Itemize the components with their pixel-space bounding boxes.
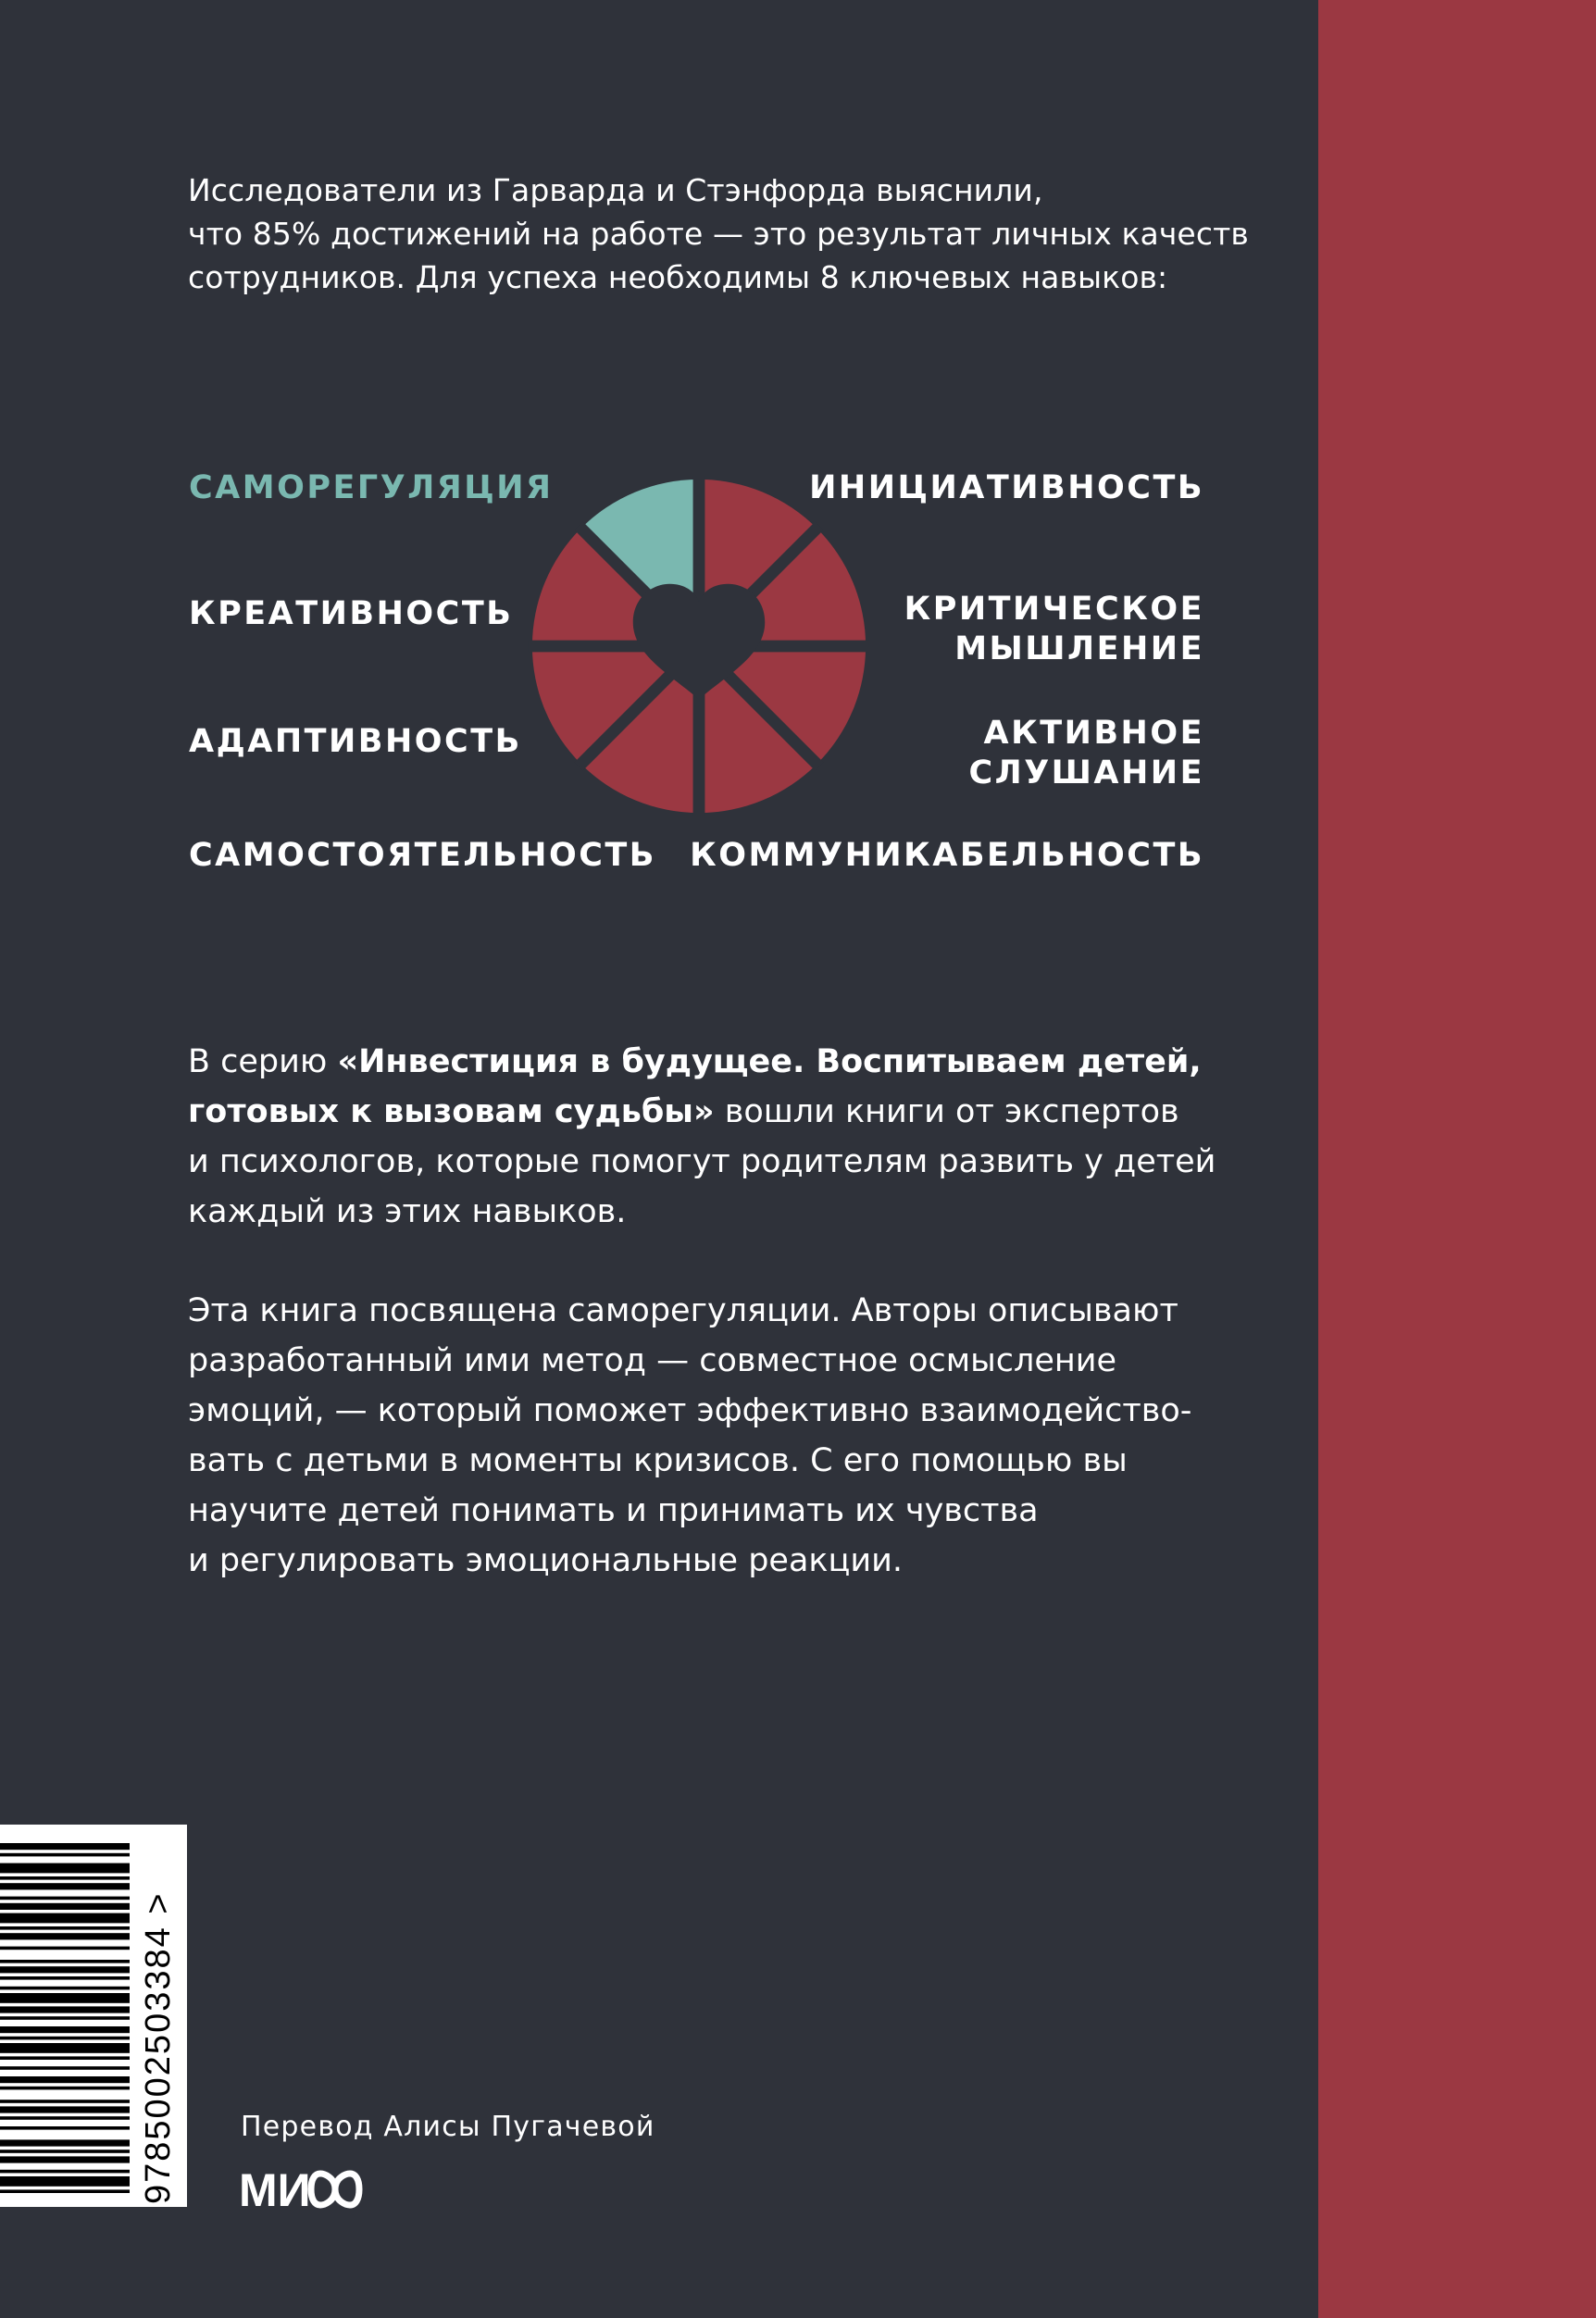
barcode-bar xyxy=(0,2076,130,2083)
barcode-bar xyxy=(0,1926,130,1930)
skill-label: КРИТИЧЕСКОЕ xyxy=(904,591,1204,628)
series-line xyxy=(188,1037,1253,1087)
isbn-barcode xyxy=(0,1825,187,2207)
series-post: вошли книги от экспертов xyxy=(714,1093,1179,1130)
intro-line: Исследователи из Гарварда и Стэнфорда выяснили, xyxy=(188,172,1043,208)
series-title: готовых к вызовам судьбы» xyxy=(188,1093,715,1130)
series-paragraph xyxy=(188,1037,1253,1237)
skill-communication xyxy=(690,836,1204,876)
barcode-bar xyxy=(0,1947,130,1950)
skill-label: КРЕАТИВНОСТЬ xyxy=(189,595,514,632)
series-pre: В серию xyxy=(188,1043,338,1080)
skill-label: МЫШЛЕНИЕ xyxy=(954,630,1204,667)
barcode-bar xyxy=(0,1976,130,1980)
book-paragraph xyxy=(188,1286,1253,1586)
translator-credit: Перевод Алисы Пугачевой xyxy=(241,2111,655,2143)
spine-stripe xyxy=(1318,0,1596,2318)
skill-label: АДАПТИВНОСТЬ xyxy=(189,723,522,760)
barcode-bar xyxy=(0,2066,130,2070)
infinity-icon xyxy=(311,2174,359,2205)
series-line xyxy=(188,1087,1253,1137)
barcode-bar xyxy=(0,2156,130,2162)
barcode-bar xyxy=(0,2100,130,2103)
intro-line: сотрудников. Для успеха необходимы 8 ключевых навыков: xyxy=(188,259,1168,295)
series-line: и психологов, которые помогут родителям развить у детей xyxy=(188,1143,1216,1180)
barcode-bar xyxy=(0,1883,130,1889)
barcode-bar xyxy=(0,2150,130,2153)
barcode-bar xyxy=(0,2043,130,2053)
barcode-digits: 9785002503384 > xyxy=(139,1891,178,2204)
publisher-logo-text: МИ xyxy=(239,2164,311,2214)
barcode-bar xyxy=(0,1903,130,1910)
barcode-bar xyxy=(0,1863,130,1874)
series-title: «Инвестиция в будущее. Воспитываем детей, xyxy=(337,1043,1202,1080)
book-line: научите детей понимать и принимать их чувства xyxy=(188,1492,1039,1529)
barcode-bar xyxy=(0,1960,130,1963)
skill-label: АКТИВНОЕ xyxy=(983,715,1204,752)
barcode-bar xyxy=(0,2006,130,2013)
barcode-bar xyxy=(0,1897,130,1901)
skill-self-regulation xyxy=(189,468,553,508)
skill-adaptivity xyxy=(189,722,522,762)
book-line: эмоций, — который поможет эффективно взаимодейство- xyxy=(188,1392,1192,1429)
skill-label: САМОСТОЯТЕЛЬНОСТЬ xyxy=(189,837,656,874)
skill-critical-thinking xyxy=(904,590,1204,669)
intro-text xyxy=(188,168,1253,299)
barcode-bar xyxy=(0,1843,130,1850)
publisher-logo xyxy=(239,2162,387,2214)
skill-creativity xyxy=(189,594,513,634)
barcode-bar xyxy=(0,2170,130,2174)
skill-label: ИНИЦИАТИВНОСТЬ xyxy=(809,469,1204,506)
barcode-bar xyxy=(0,2026,130,2033)
book-line: вать с детьми в моменты кризисов. С его помощью вы xyxy=(188,1442,1128,1479)
barcode-bar xyxy=(0,1966,130,1973)
skill-label: САМОРЕГУЛЯЦИЯ xyxy=(189,469,554,506)
skill-independence xyxy=(189,836,656,876)
barcode-bar xyxy=(0,1987,130,1990)
barcode-bar xyxy=(0,2056,130,2060)
barcode-bar xyxy=(0,2116,130,2120)
barcode-bar xyxy=(0,2016,130,2020)
barcode-bar xyxy=(0,2139,130,2146)
book-line: разработанный ими метод — совместное осмысление xyxy=(188,1342,1117,1379)
skill-label: СЛУШАНИЕ xyxy=(968,754,1204,791)
barcode-bar xyxy=(0,1876,130,1880)
barcode-bar xyxy=(0,2087,130,2090)
barcode-bar xyxy=(0,1853,130,1857)
barcode-bar xyxy=(0,1933,130,1939)
barcode-bar xyxy=(0,2106,130,2112)
skills-wheel xyxy=(525,472,873,820)
skill-label: КОММУНИКАБЕЛЬНОСТЬ xyxy=(690,837,1204,874)
barcode-bar xyxy=(0,2126,130,2130)
barcode-bar xyxy=(0,2176,130,2187)
barcode-bar xyxy=(0,1913,130,1924)
book-line: Эта книга посвящена саморегуляции. Авторы описывают xyxy=(188,1292,1178,1329)
barcode-bar xyxy=(0,2037,130,2040)
barcode-bar xyxy=(0,2189,130,2193)
skill-active-listening xyxy=(968,714,1204,793)
barcode-bar xyxy=(0,1993,130,2003)
series-line: каждый из этих навыков. xyxy=(188,1193,627,1230)
book-line: и регулировать эмоциональные реакции. xyxy=(188,1542,903,1579)
intro-line: что 85% достижений на работе — это результат личных качеств xyxy=(188,216,1249,252)
